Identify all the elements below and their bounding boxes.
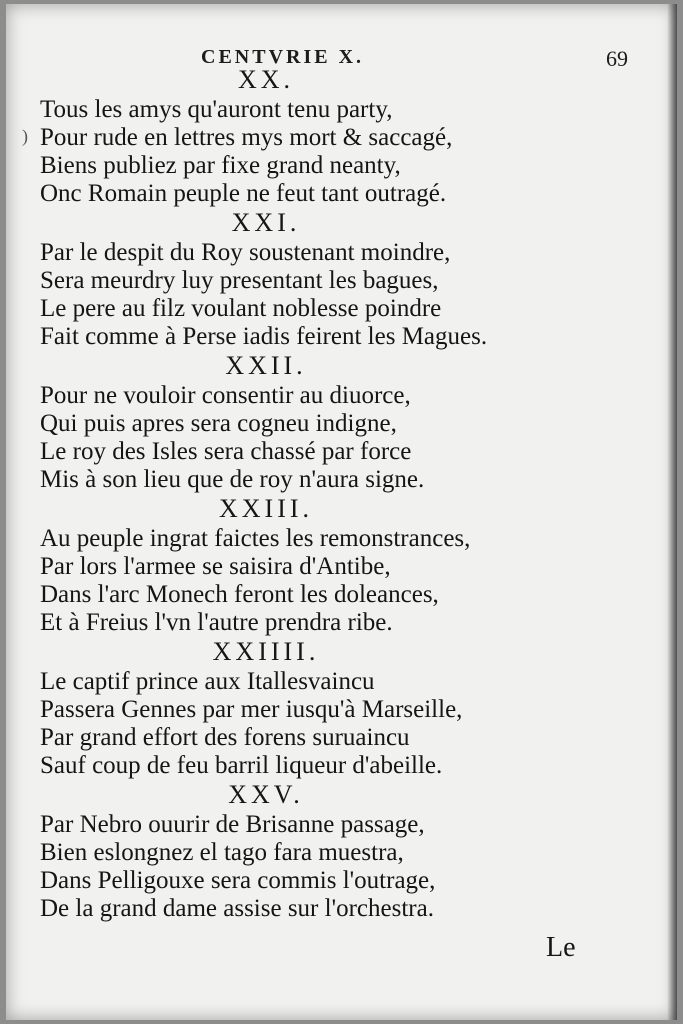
- verse-line: Le captif prince aux Itallesvaincu: [40, 668, 375, 695]
- quatrain-number: XXIII.: [218, 494, 314, 523]
- quatrain-number: XXV.: [228, 780, 304, 809]
- verse-line: Par lors l'armee se saisira d'Antibe,: [40, 553, 391, 580]
- verse-line: Le pere au filz voulant noblesse poindre: [40, 295, 442, 322]
- verse-line: Sauf coup de feu barril liqueur d'abeille.: [40, 752, 443, 779]
- verse-line: Pour ne vouloir consentir au diuorce,: [40, 382, 411, 409]
- page-number: 69: [606, 46, 628, 71]
- verse-line: Onc Romain peuple ne feut tant outragé.: [40, 180, 447, 207]
- verse-line: Pour rude en lettres mys mort & saccagé,: [40, 124, 453, 151]
- verse-line: Fait comme à Perse iadis feirent les Magues.: [40, 323, 488, 350]
- quatrain-number: XXI.: [231, 208, 301, 237]
- verse-line: Par grand effort des forens suruaincu: [40, 724, 410, 751]
- catchword: Le: [546, 932, 576, 963]
- verse-line: Par le despit du Roy soustenant moindre,: [40, 239, 451, 266]
- quatrain: [6, 209, 677, 352]
- quatrain: [6, 66, 677, 209]
- verse-line: Qui puis apres sera cogneu indigne,: [40, 410, 397, 437]
- verse-line: Dans Pelligouxe sera commis l'outrage,: [40, 867, 436, 894]
- margin-mark: ): [22, 126, 28, 146]
- quatrain: [6, 352, 677, 495]
- verse-line: Et à Freius l'vn l'autre prendra ribe.: [40, 609, 393, 636]
- verse-line: Bien eslongnez el tago fara muestra,: [40, 839, 404, 866]
- verse-line: Mis à son lieu que de roy n'aura signe.: [40, 466, 425, 493]
- quatrain-number: XXIIII.: [212, 637, 320, 666]
- verse-line: Tous les amys qu'auront tenu party,: [40, 96, 393, 123]
- quatrain: [6, 781, 677, 924]
- verse-line: Le roy des Isles sera chassé par force: [40, 438, 412, 465]
- running-title: CENTVRIE X.: [201, 46, 365, 68]
- quatrain: [6, 495, 677, 638]
- verse-line: Sera meurdry luy presentant les bagues,: [40, 267, 439, 294]
- verse-line: Biens publiez par fixe grand neanty,: [40, 152, 401, 179]
- quatrain-number: XX.: [237, 65, 295, 94]
- verse-line: Passera Gennes par mer iusqu'à Marseille,: [40, 696, 463, 723]
- quatrain-list: [6, 66, 677, 924]
- verse-line: De la grand dame assise sur l'orchestra.: [40, 895, 434, 922]
- verse-line: Au peuple ingrat faictes les remonstrances,: [40, 525, 471, 552]
- verse-line: Dans l'arc Monech feront les doleances,: [40, 581, 439, 608]
- book-page: [6, 4, 677, 1020]
- quatrain-number: XXII.: [225, 351, 307, 380]
- verse-line: Par Nebro ouurir de Brisanne passage,: [40, 811, 425, 838]
- quatrain: [6, 638, 677, 781]
